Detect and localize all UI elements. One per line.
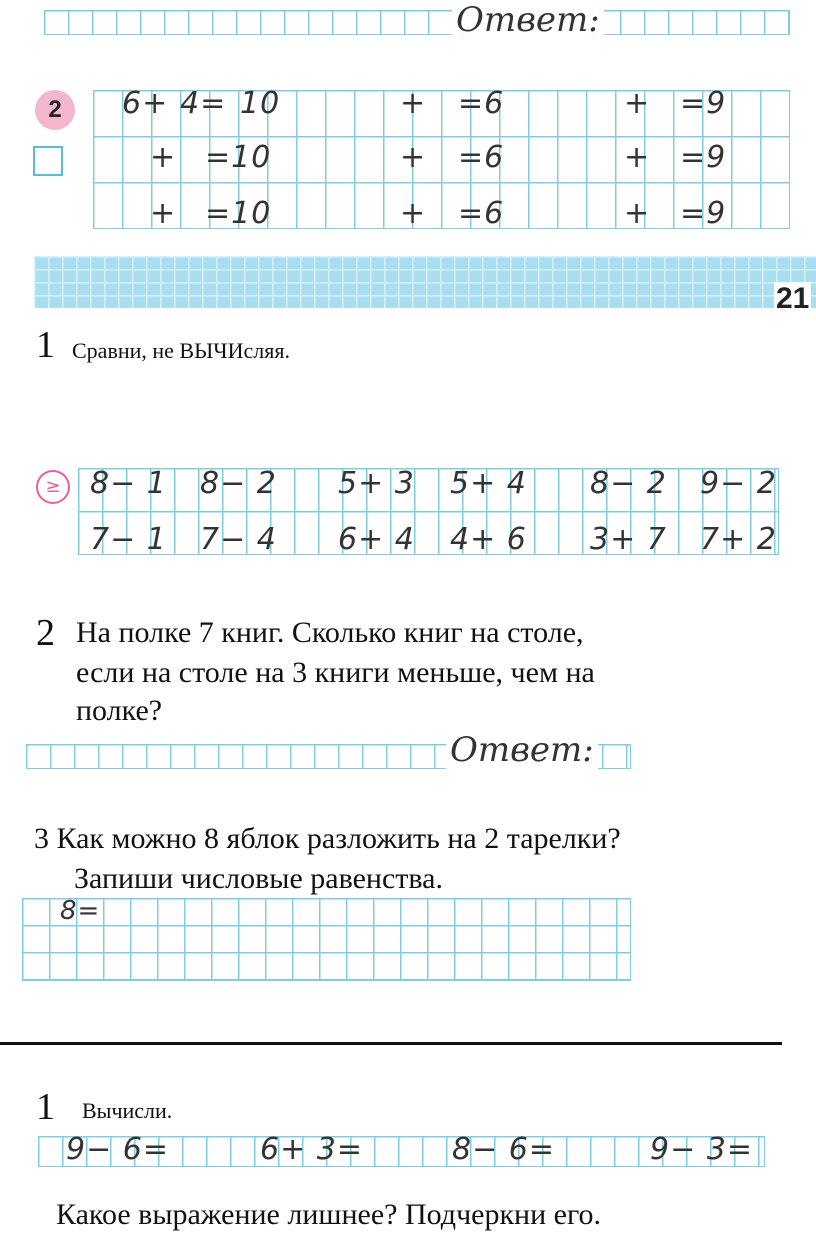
task2-answer-label: Ответ: [446,730,598,770]
task2-line2: если на столе на 3 книги меньше, чем на [76,656,595,689]
task2-row2-c: + [400,140,427,175]
top-answer-grid [44,10,790,35]
task2-row2-e: + [624,140,651,175]
compare-r1-2: 8− 2 [200,466,277,501]
task2-number: 2 [36,612,55,654]
top-answer-label: Ответ: [452,0,604,40]
task2-row3-d: =6 [458,196,505,231]
compare-r2-5: 3+ 7 [590,522,667,557]
page-band [34,256,816,308]
task3-line2: Запиши числовые равенства. [74,862,443,895]
section-divider [0,1042,782,1045]
task4-question: Какое выражение лишнее? Подчеркни его. [56,1198,602,1231]
task2-row1-b: 4= [180,86,227,121]
task2-row1-e: =6 [458,86,505,121]
task2-badge: 2 [35,90,75,130]
task4-text: Вычисли. [82,1098,173,1123]
task3-grid [22,898,631,981]
task2-row3-e: + [624,196,651,231]
task2-line1: На полке 7 книг. Сколько книг на столе, [76,616,584,649]
compare-r1-3: 5+ 3 [338,466,415,501]
compare-r2-3: 6+ 4 [338,522,415,557]
task2-row1-a: 6+ [122,86,169,121]
task2-row1-c: 10 [240,86,281,121]
task2-row1-f: + [624,86,651,121]
compare-r1-6: 9− 2 [700,466,777,501]
task4-expr-2: 6+ 3= [260,1132,363,1167]
task2-row1-g: =9 [680,86,727,121]
task4-expr-3: 8− 6= [452,1132,555,1167]
compare-icon: ≥ [36,470,70,504]
task2-line3: полке? [76,694,163,727]
task2-row2-b: =10 [205,140,272,175]
compare-r1-1: 8− 1 [90,466,167,501]
checkbox[interactable] [33,146,63,176]
task2-row1-d: + [400,86,427,121]
task4-number: 1 [36,1086,55,1128]
task4-expr-4: 9− 3= [650,1132,753,1167]
compare-r1-5: 8− 2 [590,466,667,501]
task2-row3-f: =9 [680,196,727,231]
task1-text: Сравни, не ВЫЧИсляя. [72,338,290,363]
task2-row2-a: + [150,140,177,175]
task4-expr-1: 9− 6= [66,1132,169,1167]
task2-row3-a: + [150,196,177,231]
compare-r2-4: 4+ 6 [450,522,527,557]
compare-r2-6: 7+ 2 [700,522,777,557]
page-number: 21 [776,282,810,315]
task3-line1: 3 Как можно 8 яблок разложить на 2 тарелки? [34,822,621,855]
task2-row2-f: =9 [680,140,727,175]
compare-r2-1: 7− 1 [90,522,167,557]
compare-r1-4: 5+ 4 [450,466,527,501]
compare-r2-2: 7− 4 [200,522,277,557]
task2-row3-b: =10 [205,196,272,231]
task2-row2-d: =6 [458,140,505,175]
compare-grid [78,468,779,555]
task2-row3-c: + [400,196,427,231]
task3-start: 8= [60,896,101,926]
task1-number: 1 [36,324,55,366]
